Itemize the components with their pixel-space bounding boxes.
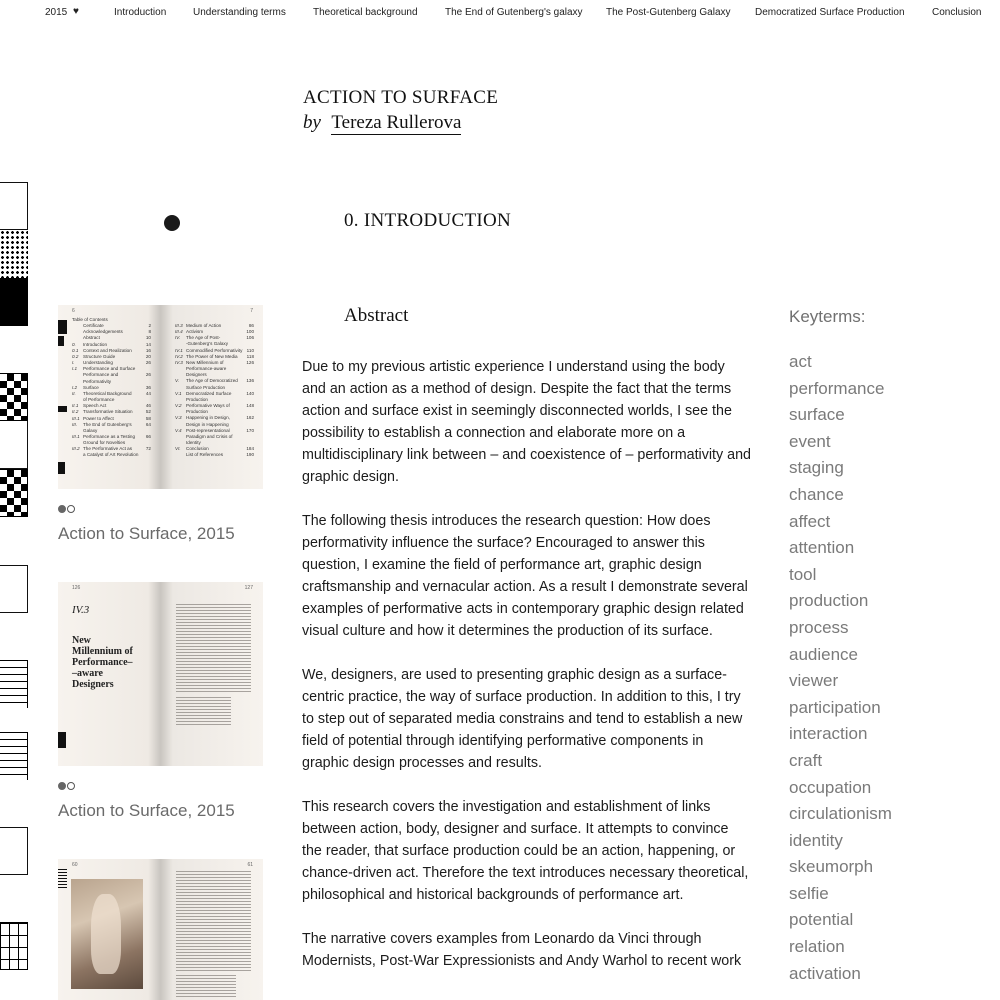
- keyterm-affect[interactable]: affect: [789, 511, 831, 531]
- toc-entry: Performativity: [83, 378, 112, 384]
- page-number-right: 127: [244, 585, 253, 591]
- toc-page: 52: [145, 409, 151, 415]
- chapter-title-line: Millennium of: [72, 646, 133, 657]
- keyterm-circulationism[interactable]: circulationism: [789, 804, 892, 824]
- edge-marks: [58, 732, 67, 750]
- toc-number: I.: [72, 360, 75, 366]
- keyterm-process[interactable]: process: [789, 617, 849, 637]
- chapter-title-line: Performance–: [72, 657, 133, 668]
- keyterms-list: [789, 349, 892, 987]
- toc-entry: Medium of Action: [186, 323, 222, 328]
- keyterm-participation[interactable]: participation: [789, 697, 881, 717]
- pager-dot[interactable]: [67, 782, 75, 790]
- keyterms-heading: Keyterms:: [789, 307, 866, 326]
- abstract-heading: Abstract: [344, 305, 409, 326]
- toc-number: V.: [175, 378, 179, 384]
- toc-number: III.4: [175, 329, 183, 335]
- keyterm-interaction[interactable]: interaction: [789, 724, 868, 744]
- image-caption: Action to Surface, 2015: [58, 801, 235, 820]
- toc-page: 26: [145, 360, 151, 366]
- toc-entry: Production: [186, 409, 208, 415]
- toc-number: V.3: [175, 415, 182, 421]
- toc-page: 136: [246, 378, 254, 384]
- pattern-block-outline: [0, 827, 28, 875]
- toc-entry: Activism: [186, 329, 204, 335]
- year-link[interactable]: 2015: [45, 7, 68, 18]
- abstract-paragraph: The following thesis introduces the research question: How does performativity influence the surface? Encouraged to answer this question, I examine the field of performance art, graphic design craftsmanship and vernacular action. As a result I demonstrate several examples of performative acts in contemporary graphic design related visual culture and how it determines the production of its surface.: [302, 513, 748, 639]
- toc-page: 170: [246, 427, 254, 433]
- toc-entry: Performance and: [83, 372, 119, 378]
- pager-dot-active[interactable]: [58, 505, 66, 513]
- toc-number: I.1: [72, 366, 78, 372]
- toc-number: V.4: [175, 427, 182, 433]
- section-marker-dot: [164, 215, 180, 231]
- edge-marks: [58, 320, 67, 476]
- toc-page: 140: [246, 390, 254, 396]
- toc-page: 100: [246, 329, 254, 335]
- section-heading: 0. INTRODUCTION: [344, 210, 512, 231]
- toc-entry: Introduction: [83, 341, 108, 347]
- toc-entry: Performative Ways of: [186, 403, 230, 409]
- toc-page: 190: [246, 452, 254, 458]
- pattern-block-outline: [0, 182, 28, 230]
- toc-entry: Speech Act: [83, 403, 107, 409]
- toc-entry: Identity: [186, 439, 201, 445]
- pattern-block-checker: [0, 373, 28, 421]
- chapter-title-line: New: [72, 635, 91, 646]
- body-text-block: [176, 604, 251, 694]
- toc-number: V.2: [175, 403, 182, 409]
- toc-entry: Theoretical Background: [83, 390, 132, 396]
- toc-entry: The End of Gutenberg's: [83, 421, 132, 427]
- toc-page: 20: [145, 353, 151, 359]
- toc-entry: Happening in Design,: [186, 415, 230, 421]
- pager-dot[interactable]: [67, 505, 75, 513]
- toc-entry: Surface: [83, 384, 99, 390]
- abstract-paragraph: Due to my previous artistic experience I understand using the body and an action as a method of design. Despite the fact that the terms action and surface exist in seemingly disconnected worlds, I see the possibility to establish a connection and elaborate more on a multidisciplinary link between – and coexistence of – performativity and graphic design.: [302, 359, 751, 485]
- chapter-title-line: –aware: [72, 668, 103, 679]
- byline: [303, 112, 461, 134]
- toc-entry: The Age of Democratized: [186, 378, 238, 384]
- toc-page: 10: [145, 335, 151, 341]
- page-number-right: 61: [247, 862, 253, 868]
- keyterm-craft[interactable]: craft: [789, 750, 823, 770]
- pattern-block-outline: [0, 421, 28, 469]
- toc-number: IV.: [175, 335, 181, 341]
- toc-entry: Performance and Surface: [83, 366, 136, 372]
- toc-page: 26: [145, 372, 151, 378]
- abstract-paragraph: This research covers the investigation and establishment of links between action, body, designer and surface. It attempts to convince the reader, that surface production could be an action, happening, or chance-driven act. Therefore the text introduces necessary theoretical, philosophical and historical backgrounds of performance art.: [302, 799, 749, 903]
- toc-page: 46: [145, 403, 151, 409]
- keyterm-performance[interactable]: performance: [789, 378, 885, 398]
- keyterm-audience[interactable]: audience: [789, 644, 859, 664]
- toc-entry: Structure Guide: [83, 353, 116, 359]
- document-title: ACTION TO SURFACE: [303, 87, 499, 108]
- toc-page: 58: [145, 415, 151, 421]
- toc-number: VI.: [175, 446, 181, 452]
- toc-entry: of Performance: [83, 397, 115, 403]
- toc-entry: Post-representational: [186, 427, 230, 433]
- keyterm-staging[interactable]: staging: [789, 458, 844, 478]
- body-text-block: [176, 697, 231, 727]
- toc-number: IV.2: [175, 353, 183, 359]
- author-link[interactable]: Tereza Rullerova: [331, 112, 462, 133]
- keyterm-attention[interactable]: attention: [789, 538, 855, 558]
- toc-page: 44: [145, 390, 151, 396]
- heart-icon[interactable]: ♥: [73, 6, 79, 17]
- toc-entry: Abstract: [83, 335, 100, 341]
- toc-number: V.1: [175, 390, 182, 396]
- body-text-block: [176, 871, 251, 971]
- toc-page: 8: [148, 329, 151, 335]
- toc-entry: The Age of Post-: [186, 335, 221, 341]
- toc-entry: Conclusion: [186, 446, 209, 452]
- toc-entry: -Gutenberg's Galaxy: [186, 341, 228, 347]
- keyterm-potential[interactable]: potential: [789, 910, 854, 930]
- toc-entry: Performance as a Testing: [83, 433, 136, 439]
- keyterm-tool[interactable]: tool: [789, 564, 817, 584]
- keyterm-viewer[interactable]: viewer: [789, 671, 839, 691]
- toc-entry: Surface Production: [186, 384, 226, 390]
- keyterm-activation[interactable]: activation: [789, 963, 861, 983]
- nav-item-introduction[interactable]: Introduction: [114, 7, 167, 18]
- toc-entry: Galaxy: [83, 427, 98, 433]
- toc-number: II.: [72, 390, 76, 396]
- toc-page: 86: [248, 323, 254, 328]
- toc-number: IV.3: [175, 359, 183, 365]
- toc-number: IV.1: [175, 347, 183, 353]
- nav-item-democratized-surface-production[interactable]: Democratized Surface Production: [755, 7, 905, 18]
- keyterm-skeumorph[interactable]: skeumorph: [789, 857, 874, 877]
- toc-number: 0.1: [72, 347, 79, 353]
- toc-page: 118: [246, 353, 254, 359]
- page-number-left: 126: [72, 585, 81, 591]
- toc-number: III.: [72, 421, 78, 427]
- toc-page: 14: [145, 341, 151, 347]
- toc-number: III.1: [72, 433, 80, 439]
- toc-entry: Production: [186, 396, 208, 402]
- toc-entry: Commodified Performativity: [186, 347, 243, 353]
- toc-number: III.1: [72, 415, 80, 421]
- pattern-block-lines: [0, 732, 28, 780]
- toc-entry: Democratized Surface: [186, 390, 232, 396]
- toc-entry: Acknowledgements: [83, 329, 123, 335]
- pattern-block-lines: [0, 660, 28, 708]
- toc-number: II.1: [72, 403, 79, 409]
- abstract-paragraph: We, designers, are used to presenting graphic design as a surface-centric practice, the way of surface production. In addition to this, I try to step out of separated media constrains and tend to establish a new field of potential through identifying performative components in graphic design processes and results.: [302, 667, 743, 771]
- nav-item-post-gutenberg-galaxy[interactable]: The Post-Gutenberg Galaxy: [606, 7, 731, 18]
- toc-entry: The Power of New Media: [186, 353, 238, 359]
- toc-entry: Designers: [186, 372, 207, 378]
- top-navigation: [0, 0, 1000, 26]
- toc-number: 0.: [72, 341, 76, 347]
- book-image-chapter-spread[interactable]: [58, 582, 263, 766]
- abstract-paragraph: The narrative covers examples from Leonardo da Vinci through Modernists, Post-War Expressionists and Andy Warhol to recent work: [302, 931, 742, 969]
- byline-by: by: [303, 112, 321, 133]
- toc-page: 184: [246, 446, 254, 452]
- pager-dot-active[interactable]: [58, 782, 66, 790]
- nav-item-end-of-gutenbergs-galaxy[interactable]: The End of Gutenberg's galaxy: [445, 7, 583, 18]
- toc-number: 0.2: [72, 353, 79, 359]
- abstract-body: [302, 356, 752, 994]
- book-image-table-of-contents[interactable]: [58, 305, 263, 489]
- toc-title: Table of Contents: [72, 317, 108, 322]
- keyterm-occupation[interactable]: occupation: [789, 777, 872, 797]
- nav-item-conclusion[interactable]: Conclusion: [932, 7, 982, 18]
- page-number-left: 6: [72, 308, 75, 314]
- toc-number: II.2: [72, 409, 79, 415]
- keyterm-identity[interactable]: identity: [789, 830, 843, 850]
- pattern-block-grid: [0, 922, 28, 970]
- toc-entry: Performance-aware: [186, 366, 227, 372]
- toc-entry: Certificate: [83, 323, 104, 329]
- toc-left-column: [72, 317, 151, 459]
- keyterm-act[interactable]: act: [789, 352, 812, 371]
- carousel-pager: [58, 782, 76, 790]
- toc-page: 66: [145, 433, 151, 439]
- toc-entry: Ground for Novelties: [83, 440, 126, 446]
- toc-entry: Paradigm and Crisis of: [186, 433, 233, 439]
- pattern-block-outline: [0, 565, 28, 613]
- body-text-block: [176, 975, 236, 997]
- nav-item-understanding-terms[interactable]: Understanding terms: [193, 7, 286, 18]
- toc-page: 72: [145, 446, 151, 452]
- photo-figure: [71, 879, 143, 989]
- keyterm-event[interactable]: event: [789, 431, 831, 451]
- toc-row: [175, 452, 254, 458]
- image-caption: Action to Surface, 2015: [58, 524, 235, 543]
- book-image-photo-spread[interactable]: [58, 859, 263, 1000]
- keyterm-chance[interactable]: chance: [789, 484, 844, 504]
- pattern-block-dots: [0, 230, 28, 278]
- keyterm-relation[interactable]: relation: [789, 937, 845, 957]
- nav-item-theoretical-background[interactable]: Theoretical background: [313, 7, 418, 18]
- edge-marks: [58, 869, 67, 891]
- toc-row: [72, 452, 151, 458]
- toc-number: III.3: [175, 323, 183, 328]
- toc-entry: Understanding: [83, 360, 113, 366]
- pattern-block-checker: [0, 469, 28, 517]
- toc-page: 126: [246, 359, 254, 365]
- toc-page: 16: [145, 347, 151, 353]
- toc-page: 36: [145, 384, 151, 390]
- page-number-right: 7: [250, 308, 253, 314]
- toc-entry: List of References: [186, 452, 224, 458]
- toc-page: 110: [246, 347, 254, 353]
- page-number-left: 60: [72, 862, 78, 868]
- toc-entry: a Catalyst of Art Revolution: [83, 452, 139, 458]
- toc-page: 2: [148, 323, 151, 329]
- keyterm-production[interactable]: production: [789, 591, 869, 611]
- toc-page: 106: [246, 335, 254, 341]
- toc-page: 64: [145, 421, 151, 427]
- toc-entry: Power to Affect: [83, 415, 114, 421]
- toc-entry: The Performative Act as: [83, 446, 133, 452]
- toc-entry: Transformative Situation: [83, 409, 133, 415]
- toc-entry: Context and Realization: [83, 347, 132, 353]
- toc-number: I.2: [72, 384, 78, 390]
- chapter-number: IV.3: [72, 604, 90, 616]
- toc-page: 148: [246, 403, 254, 409]
- toc-page: 162: [246, 415, 254, 421]
- keyterm-surface[interactable]: surface: [789, 405, 845, 425]
- chapter-title-line: Designers: [72, 679, 114, 690]
- toc-number: III.2: [72, 446, 80, 452]
- toc-entry: Design in Happening: [186, 421, 229, 427]
- toc-right-column: [175, 323, 254, 458]
- toc-entry: New Millennium of: [186, 359, 224, 365]
- chapter-title: [72, 635, 133, 690]
- pattern-block-solid: [0, 278, 28, 326]
- keyterm-selfie[interactable]: selfie: [789, 883, 829, 903]
- carousel-pager: [58, 505, 76, 513]
